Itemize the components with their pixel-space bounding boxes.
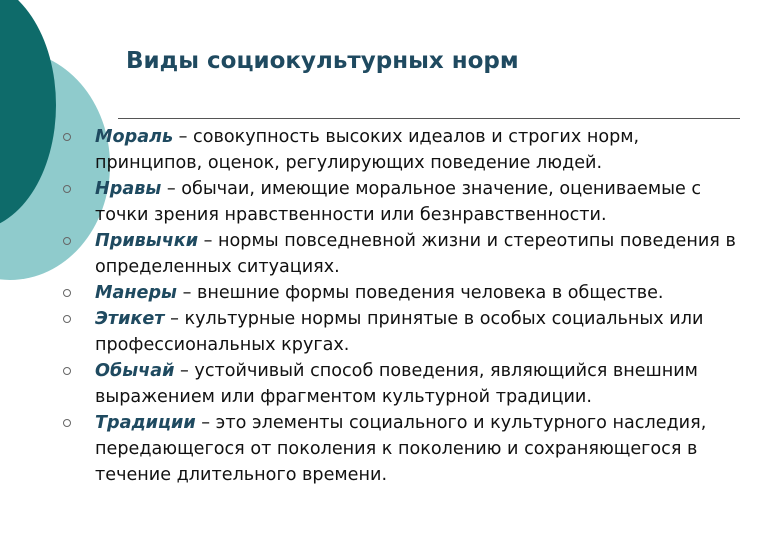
item-text: – нормы повседневной жизни и стереотипы поведения в определенных ситуациях.: [95, 231, 736, 277]
list-item: [95, 280, 745, 306]
item-text: – это элементы социального и культурного наследия, передающегося от поколения к поколению и сохраняющегося в течение длительного времени.: [95, 413, 707, 485]
item-term: Мораль: [95, 127, 174, 147]
circle-bullet-icon: [63, 289, 71, 297]
circle-bullet-icon: [63, 419, 71, 427]
list-item: [95, 228, 745, 280]
item-term: Обычай: [95, 361, 175, 381]
list-item: [95, 358, 745, 410]
item-term: Манеры: [95, 283, 177, 303]
item-text: – культурные нормы принятые в особых социальных или профессиональных кругах.: [95, 309, 704, 355]
item-text: – устойчивый способ поведения, являющийся внешним выражением или фрагментом культурной традиции.: [95, 361, 698, 407]
list-item: [95, 124, 745, 176]
list-item: [95, 410, 745, 488]
norms-list: [95, 124, 745, 488]
circle-bullet-icon: [63, 315, 71, 323]
list-item: [95, 306, 745, 358]
list-item: [95, 176, 745, 228]
circle-bullet-icon: [63, 133, 71, 141]
item-term: Привычки: [95, 231, 199, 251]
item-term: Этикет: [95, 309, 165, 329]
item-text: – внешние формы поведения человека в обществе.: [176, 283, 664, 303]
title-divider: [118, 118, 740, 119]
item-term: Традиции: [95, 413, 196, 433]
item-term: Нравы: [95, 179, 162, 199]
circle-bullet-icon: [63, 237, 71, 245]
circle-bullet-icon: [63, 367, 71, 375]
circle-bullet-icon: [63, 185, 71, 193]
item-text: – совокупность высоких идеалов и строгих норм, принципов, оценок, регулирующих поведение людей.: [95, 127, 640, 173]
item-text: – обычаи, имеющие моральное значение, оцениваемые с точки зрения нравственности или безнравственности.: [95, 179, 702, 225]
slide-title: Виды социокультурных норм: [126, 48, 519, 74]
